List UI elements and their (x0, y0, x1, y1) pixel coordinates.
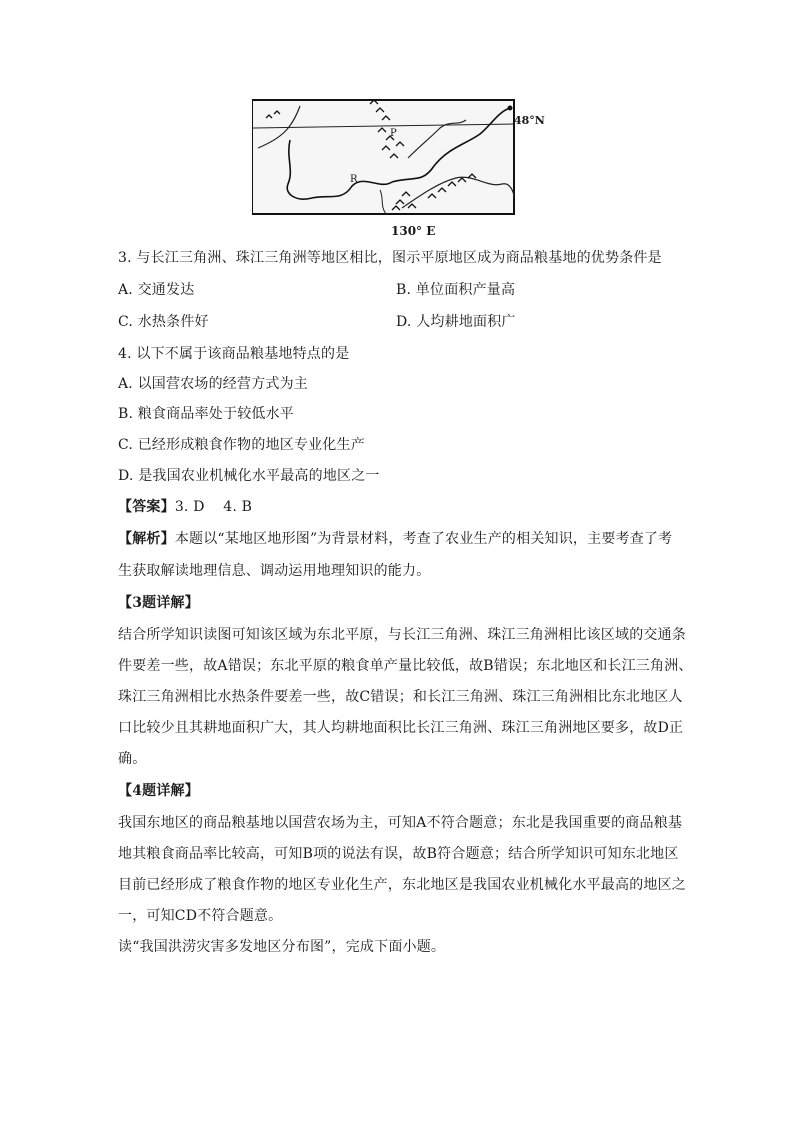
question-4-option-d: D. 是我国农业机械化水平最高的地区之一 (118, 468, 380, 484)
question-3-option-b: B. 单位面积产量高 (396, 282, 516, 298)
answer-line (118, 498, 252, 516)
analysis-line-2: 生获取解读地理信息、调动运用地理知识的能力。 (118, 563, 431, 579)
detail-4-line: 地其粮食商品率比较高，可知B项的说法有误，故B符合题意；结合所学知识可知东北地区 (118, 846, 679, 862)
latitude-label: 48°N (514, 114, 545, 127)
question-3-stem: 3. 与长江三角洲、珠江三角洲等地区相比，图示平原地区成为商品粮基地的优势条件是 (118, 250, 662, 266)
answer-text: 3. D 4. B (174, 499, 253, 515)
question-3-option-d: D. 人均耕地面积广 (396, 314, 516, 330)
detail-4-line: 一，可知CD不符合题意。 (118, 908, 283, 924)
next-question-prompt: 读“我国洪涝灾害多发地区分布图”，完成下面小题。 (118, 939, 446, 955)
detail-4-title: 【4题详解】 (118, 783, 199, 799)
answer-label: 【答案】 (118, 499, 175, 515)
detail-3-line: 珠江三角洲相比水热条件要差一些，故C错误；和长江三角洲、珠江三角洲相比东北地区人 (118, 689, 683, 705)
analysis-line-1 (118, 530, 672, 548)
question-4-stem: 4. 以下不属于该商品粮基地特点的是 (118, 346, 350, 362)
question-3-option-c: C. 水热条件好 (118, 314, 209, 330)
detail-3-line: 口比较少且其耕地面积广大，其人均耕地面积比长江三角洲、珠江三角洲地区要多，故D正 (118, 720, 684, 736)
longitude-label: 130° E (391, 224, 436, 238)
question-4-option-b: B. 粮食商品率处于较低水平 (118, 406, 294, 422)
detail-3-line: 件要差一些，故A错误；东北平原的粮食单产量比较低，故B错误；东北地区和长江三角洲、 (118, 658, 693, 674)
analysis-label: 【解析】 (118, 531, 175, 547)
question-4-option-c: C. 已经形成粮食作物的地区专业化生产 (118, 437, 365, 453)
question-3-option-a: A. 交通发达 (118, 282, 195, 298)
detail-3-line: 结合所学知识读图可知该区域为东北平原，与长江三角洲、珠江三角洲相比该区域的交通条 (118, 627, 686, 643)
detail-4-line: 我国东地区的商品粮基地以国营农场为主，可知A不符合题意；东北是我国重要的商品粮基 (118, 815, 683, 831)
detail-3-title: 【3题详解】 (118, 595, 199, 611)
map-letter-p: P (390, 128, 397, 139)
map-letter-r: R (350, 174, 358, 185)
terrain-map-drawing (252, 98, 552, 238)
question-4-option-a: A. 以国营农场的经营方式为主 (118, 376, 309, 392)
terrain-map (252, 98, 552, 238)
detail-3-line: 确。 (118, 751, 147, 767)
analysis-text-1: 本题以“某地区地形图”为背景材料，考查了农业生产的相关知识，主要考查了考 (174, 531, 673, 547)
detail-4-line: 目前已经形成了粮食作物的地区专业化生产，东北地区是我国农业机械化水平最高的地区之 (118, 877, 686, 893)
